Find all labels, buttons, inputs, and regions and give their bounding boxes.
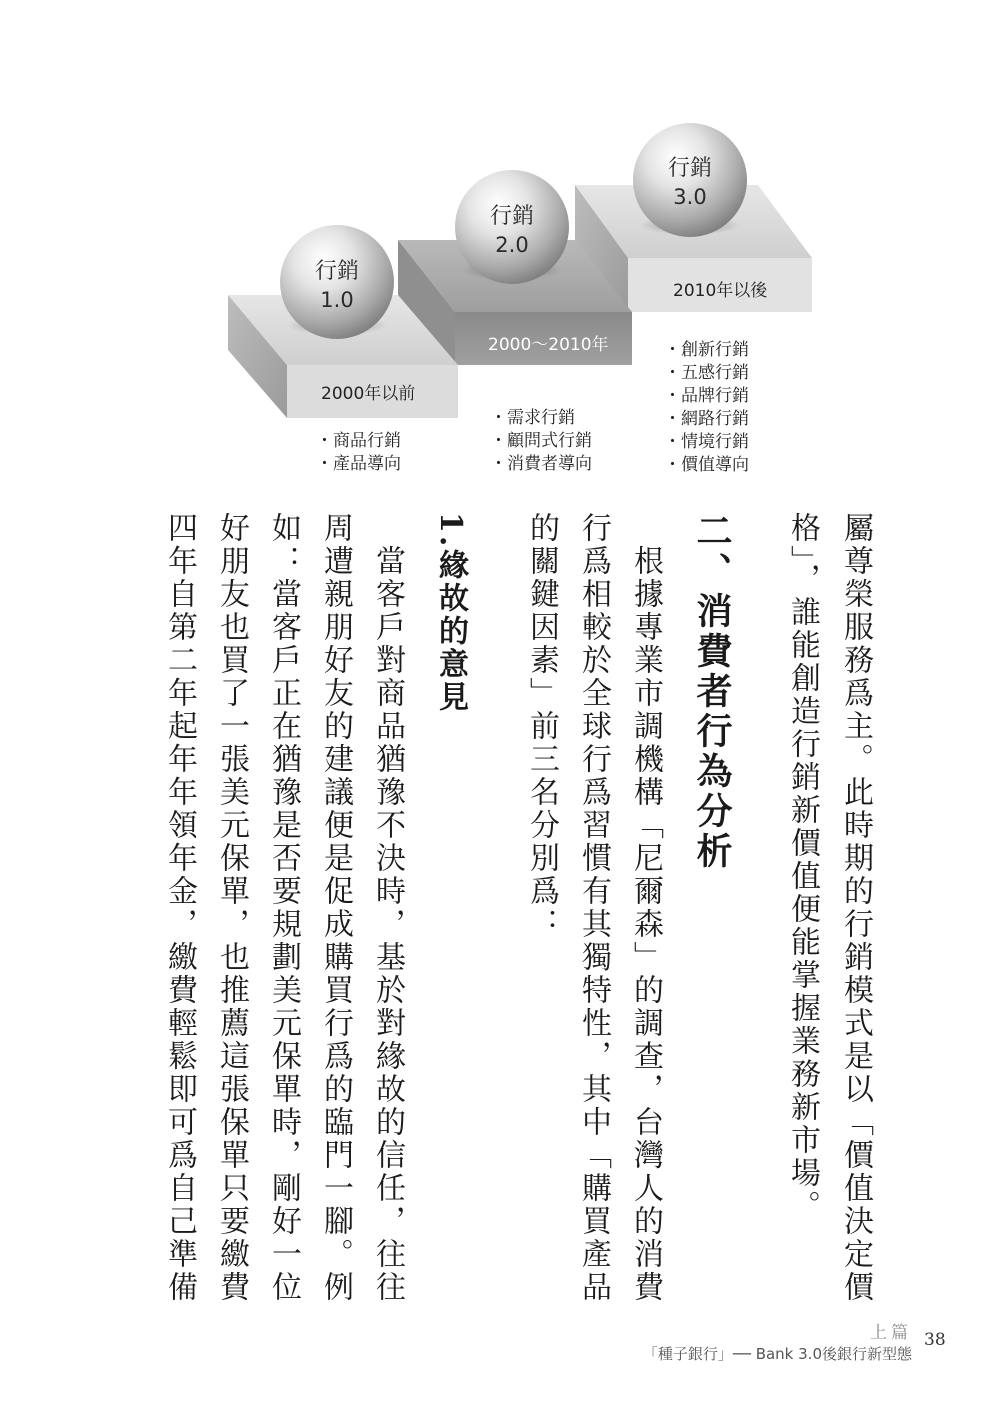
- sphere-3-line2: 3.0: [673, 185, 707, 209]
- body-column-1: 屬尊榮服務爲主。此時期的行銷模式是以「價值決定價: [838, 512, 873, 1304]
- marketing-evolution-diagram: [0, 0, 1000, 500]
- list-item: ・ 價值導向: [664, 454, 749, 477]
- list-item: ・ 五感行銷: [664, 362, 749, 385]
- body-column-12: 四年自第二年起年年領年金，繳費輕鬆即可爲自己準備: [162, 512, 197, 1304]
- list-item: ・ 品牌行銷: [664, 385, 749, 408]
- list-item: ・ 情境行銷: [664, 431, 749, 454]
- sphere-2-label: [457, 203, 567, 259]
- list-item: ・ 消費者導向: [490, 453, 592, 476]
- list-item: ・ 需求行銷: [490, 407, 592, 430]
- sphere-1-line2: 1.0: [320, 288, 354, 312]
- subsection-heading: 1.緣故的意見: [433, 512, 468, 715]
- stage-2-period: 2000～2010年: [488, 335, 609, 355]
- list-item: ・ 顧問式行銷: [490, 430, 592, 453]
- stage-2-items: [490, 407, 592, 476]
- page-number: 38: [924, 1330, 946, 1350]
- sphere-2-line2: 2.0: [495, 233, 529, 257]
- sphere-1-line1: 行銷: [314, 259, 359, 284]
- list-item: ・ 產品導向: [316, 453, 401, 476]
- body-column-9: 周遭親朋好友的建議便是促成購買行爲的臨門一腳。例: [318, 512, 353, 1304]
- footer-book-title: 「種子銀行」── Bank 3.0後銀行新型態: [642, 1345, 912, 1363]
- footer-part-label: 上篇: [870, 1323, 912, 1343]
- sphere-3-line1: 行銷: [667, 156, 712, 181]
- list-item: ・ 創新行銷: [664, 339, 749, 362]
- list-item: ・ 商品行銷: [316, 430, 401, 453]
- stage-1-items: [316, 430, 401, 476]
- sphere-2-line1: 行銷: [489, 204, 534, 229]
- body-column-8: 當客戶對商品猶豫不決時，基於對緣故的信任，往往: [370, 512, 405, 1304]
- sphere-3-label: [635, 155, 745, 211]
- stage-3-period: 2010年以後: [673, 281, 768, 301]
- stage-3-items: [664, 339, 749, 477]
- body-column-10: 如：當客戶正在猶豫是否要規劃美元保單時，剛好一位: [266, 512, 301, 1304]
- list-item: ・ 網路行銷: [664, 408, 749, 431]
- section-heading: 二、消費者行為分析: [691, 512, 732, 872]
- body-column-11: 好朋友也買了一張美元保單，也推薦這張保單只要繳費: [214, 512, 249, 1304]
- body-column-4: 根據專業市調機構「尼爾森」的調查，台灣人的消費: [628, 512, 663, 1304]
- body-column-5: 行爲相較於全球行爲習慣有其獨特性，其中「購買產品: [576, 512, 611, 1304]
- body-column-2: 格」，誰能創造行銷新價值便能掌握業務新市場。: [785, 512, 820, 1223]
- stage-1-period: 2000年以前: [321, 384, 416, 404]
- sphere-1-label: [282, 258, 392, 314]
- body-column-6: 的關鍵因素」前三名分別爲：: [524, 512, 559, 941]
